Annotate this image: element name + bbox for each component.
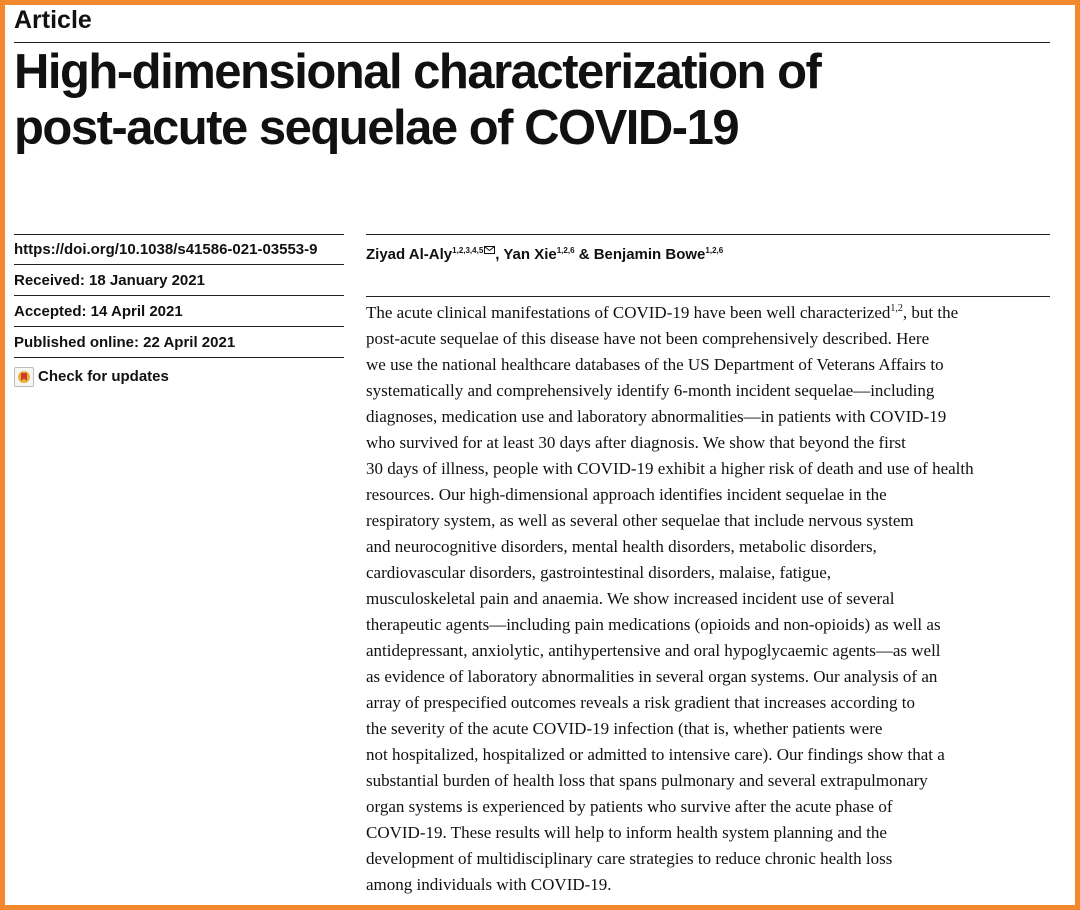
doi-link[interactable]: https://doi.org/10.1038/s41586-021-03553-9 [14,234,344,265]
abstract-line: substantial burden of health loss that spans pulmonary and several extrapulmonary [366,771,928,790]
abstract-line: post-acute sequelae of this disease have not been comprehensively described. Here [366,329,930,348]
check-for-updates-icon [14,367,34,387]
reference-citation[interactable]: 1,2 [890,303,903,314]
email-icon[interactable] [484,240,495,260]
abstract-line: diagnoses, medication use and laboratory abnormalities—in patients with COVID-19 [366,407,947,426]
author-separator: & [574,246,594,263]
abstract-line: antidepressant, anxiolytic, antihypertensive and oral hypoglycaemic agents—as well [366,641,941,660]
author-affiliations: 1,2,6 [705,246,724,255]
author-name[interactable]: Benjamin Bowe [593,246,706,263]
abstract-line: among individuals with COVID-19. [366,875,612,894]
check-for-updates-button[interactable] [14,358,344,389]
abstract-line: development of multidisciplinary care strategies to reduce chronic health loss [366,849,893,868]
abstract-line: and neurocognitive disorders, mental health disorders, metabolic disorders, [366,537,877,556]
article-title-line-2: post-acute sequelae of COVID-19 [14,101,739,155]
accepted-date: Accepted: 14 April 2021 [14,296,344,327]
header-divider [14,42,1050,43]
author-list [366,240,723,265]
abstract-line: the severity of the acute COVID-19 infection (that is, whether patients were [366,719,883,738]
article-title-line-1: High-dimensional characterization of [14,45,821,99]
abstract-line: resources. Our high-dimensional approach identifies incident sequelae in the [366,485,887,504]
author-name[interactable]: Yan Xie [503,246,557,263]
author-name[interactable]: Ziyad Al-Aly [366,246,453,263]
abstract-line: as evidence of laboratory abnormalities in several organ systems. Our analysis of an [366,667,938,686]
article-metadata [14,234,344,389]
author-separator: , [495,246,504,263]
author-affiliations: 1,2,3,4,5 [452,246,484,255]
abstract-text: The acute clinical manifestations of COVID-19 have been well characterized [366,303,891,322]
abstract-line: not hospitalized, hospitalized or admitted to intensive care). Our findings show that a [366,745,945,764]
abstract-line [366,300,1056,326]
abstract-line: systematically and comprehensively identify 6-month incident sequelae—including [366,381,935,400]
abstract-line: array of prespecified outcomes reveals a risk gradient that increases according to [366,693,915,712]
abstract-line: cardiovascular disorders, gastrointestinal disorders, malaise, fatigue, [366,563,831,582]
abstract-body [366,326,1056,898]
abstract [366,300,1056,898]
abstract-line: who survived for at least 30 days after diagnosis. We show that beyond the first [366,433,906,452]
abstract-line: 30 days of illness, people with COVID-19 exhibit a higher risk of death and use of health [366,459,974,478]
abstract-line: organ systems is experienced by patients who survive after the acute phase of [366,797,893,816]
article-type-label: Article [14,6,92,34]
abstract-text: , but the [902,303,959,322]
abstract-top-divider [366,296,1050,297]
abstract-line: respiratory system, as well as several other sequelae that include nervous system [366,511,914,530]
authors-top-divider [366,234,1050,235]
received-date: Received: 18 January 2021 [14,265,344,296]
abstract-line: COVID-19. These results will help to inform health system planning and the [366,823,887,842]
abstract-line: therapeutic agents—including pain medications (opioids and non-opioids) as well as [366,615,941,634]
article-title [14,44,1054,156]
abstract-line: musculoskeletal pain and anaemia. We show increased incident use of several [366,589,895,608]
abstract-line: we use the national healthcare databases of the US Department of Veterans Affairs to [366,355,944,374]
author-affiliations: 1,2,6 [556,246,575,255]
published-date: Published online: 22 April 2021 [14,327,344,358]
check-for-updates-label: Check for updates [38,367,169,385]
